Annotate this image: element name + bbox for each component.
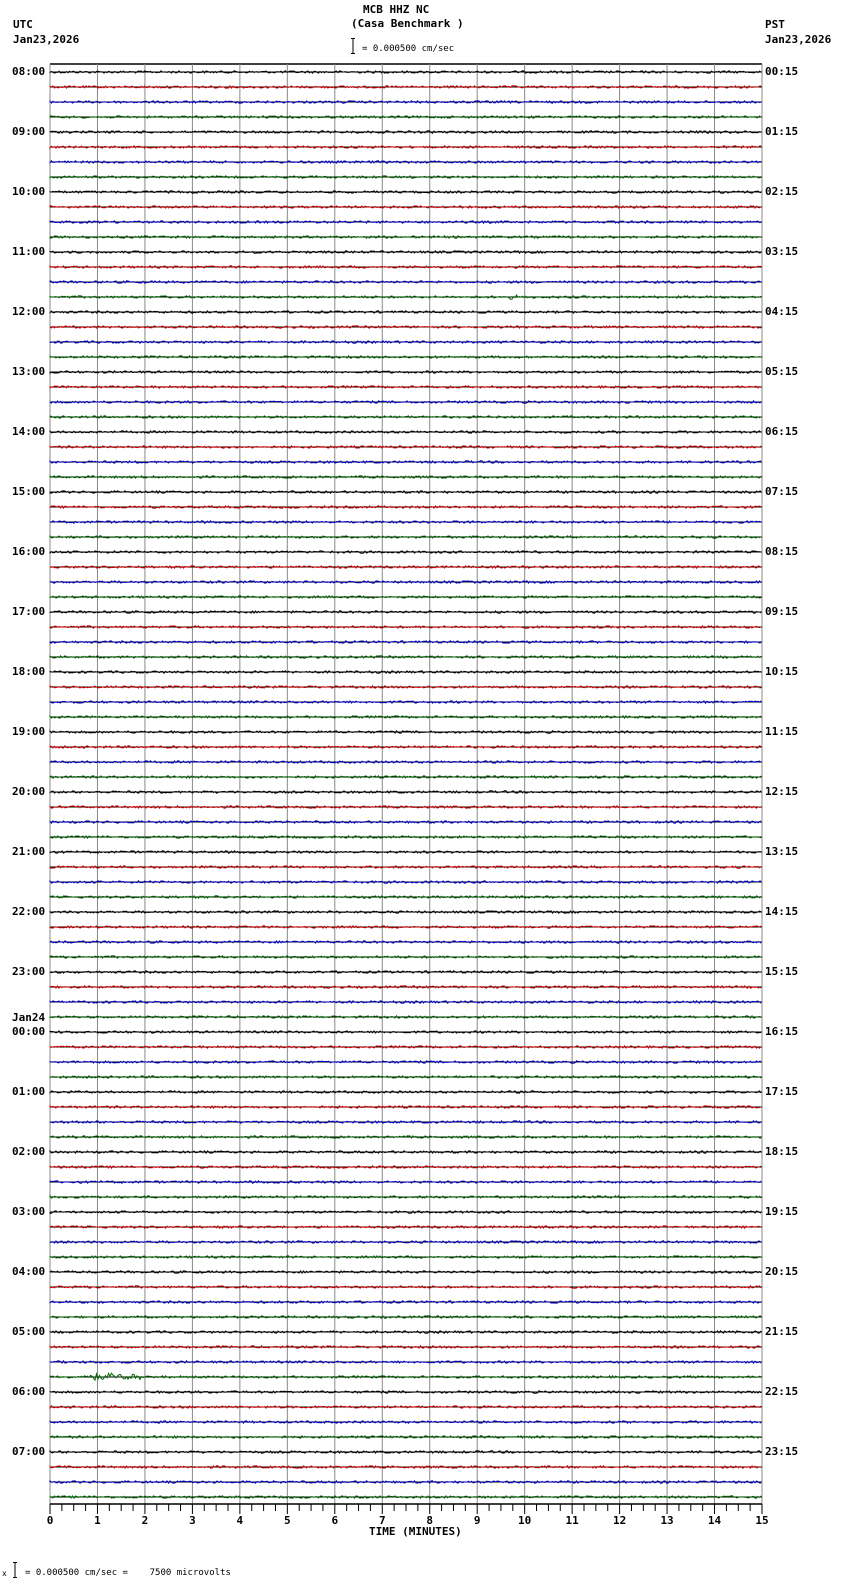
left-date: Jan23,2026 [13,33,80,46]
utc-hour-label: 11:00 [12,245,46,258]
pst-hour-label: 00:15 [765,65,799,78]
pst-hour-label: 03:15 [765,245,799,258]
pst-hour-label: 17:15 [765,1085,799,1098]
station-subtitle: (Casa Benchmark ) [351,17,464,30]
pst-hour-label: 08:15 [765,545,799,558]
date-change-label: Jan24 [12,1011,46,1024]
pst-hour-label: 16:15 [765,1025,799,1038]
utc-hour-label: 19:00 [12,725,46,738]
scale-text: = 0.000500 cm/sec [362,44,455,54]
right-date: Jan23,2026 [765,33,832,46]
pst-hour-label: 18:15 [765,1145,799,1158]
pst-hour-label: 05:15 [765,365,799,378]
footer-prefix: x [2,1569,7,1578]
footer-scale-text: = 0.000500 cm/sec = 7500 microvolts [25,1568,231,1578]
utc-hour-label: 16:00 [12,545,46,558]
utc-hour-label: 01:00 [12,1085,46,1098]
x-tick-label: 5 [284,1514,291,1527]
utc-hour-label: 20:00 [12,785,46,798]
pst-hour-label: 12:15 [765,785,799,798]
x-tick-label: 13 [660,1514,674,1527]
x-axis-label: TIME (MINUTES) [369,1525,462,1538]
x-tick-label: 9 [473,1514,481,1527]
x-tick-label: 6 [331,1514,339,1527]
pst-hour-label: 07:15 [765,485,799,498]
pst-hour-label: 23:15 [765,1445,799,1458]
pst-hour-label: 22:15 [765,1385,799,1398]
x-tick-label: 3 [189,1514,196,1527]
x-tick-label: 11 [565,1514,579,1527]
pst-hour-label: 19:15 [765,1205,799,1218]
utc-hour-label: 18:00 [12,665,46,678]
utc-hour-label: 06:00 [12,1385,46,1398]
utc-hour-label: 02:00 [12,1145,46,1158]
utc-hour-label: 14:00 [12,425,46,438]
pst-hour-label: 20:15 [765,1265,799,1278]
utc-hour-label: 04:00 [12,1265,46,1278]
pst-hour-label: 11:15 [765,725,799,738]
x-tick-label: 1 [94,1514,101,1527]
x-tick-label: 7 [378,1514,386,1527]
station-title: MCB HHZ NC [363,3,430,16]
utc-hour-label: 22:00 [12,905,46,918]
x-tick-label: 2 [141,1514,149,1527]
pst-hour-label: 02:15 [765,185,799,198]
pst-hour-label: 06:15 [765,425,799,438]
x-tick-label: 10 [518,1514,532,1527]
x-tick-label: 12 [612,1514,627,1527]
utc-hour-label: 21:00 [12,845,46,858]
utc-hour-label: 08:00 [12,65,46,78]
utc-hour-label: 15:00 [12,485,46,498]
pst-hour-label: 21:15 [765,1325,799,1338]
utc-hour-label: 03:00 [12,1205,46,1218]
utc-hour-label: 00:00 [12,1025,46,1038]
utc-hour-label: 05:00 [12,1325,46,1338]
utc-hour-label: 23:00 [12,965,46,978]
x-tick-label: 0 [46,1514,54,1527]
utc-hour-label: 10:00 [12,185,46,198]
right-timezone: PST [765,18,785,31]
pst-hour-label: 15:15 [765,965,799,978]
utc-hour-label: 09:00 [12,125,46,138]
x-tick-label: 14 [707,1514,722,1527]
utc-hour-label: 13:00 [12,365,46,378]
pst-hour-label: 10:15 [765,665,799,678]
utc-hour-label: 12:00 [12,305,46,318]
utc-hour-label: 17:00 [12,605,46,618]
pst-hour-label: 04:15 [765,305,799,318]
footer-scale-bar-icon [13,1562,17,1578]
pst-hour-label: 13:15 [765,845,799,858]
left-timezone: UTC [13,18,33,31]
pst-hour-label: 14:15 [765,905,799,918]
x-tick-label: 15 [755,1514,769,1527]
utc-hour-label: 07:00 [12,1445,46,1458]
pst-hour-label: 09:15 [765,605,799,618]
x-tick-label: 4 [236,1514,244,1527]
pst-hour-label: 01:15 [765,125,799,138]
x-tick-label: 8 [426,1514,434,1527]
